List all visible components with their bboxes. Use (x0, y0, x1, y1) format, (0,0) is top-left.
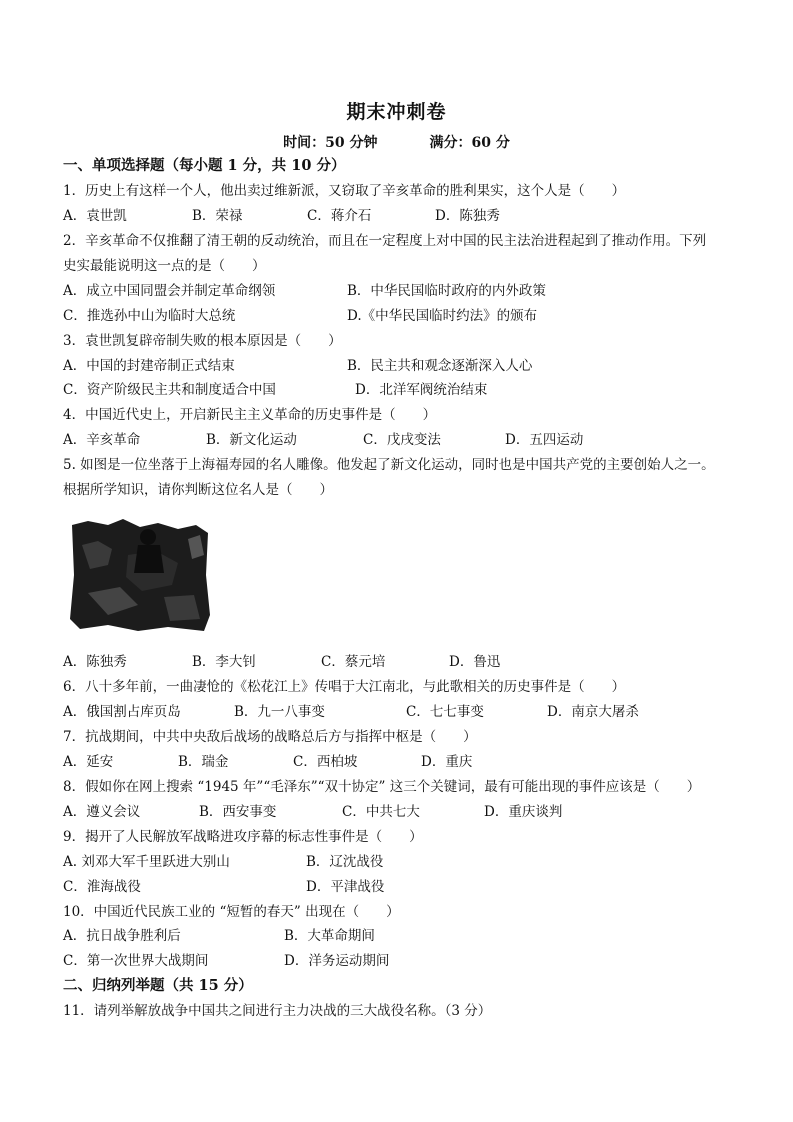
option: D．平津战役 (306, 879, 385, 895)
option: A. 刘邓大军千里跃进大别山 (63, 854, 230, 870)
option: A．俄国割占库页岛 (63, 704, 181, 720)
option: A．成立中国同盟会并制定革命纲领 (63, 283, 276, 299)
option: A．抗日战争胜利后 (63, 928, 181, 944)
option: C．推选孙中山为临时大总统 (63, 308, 236, 324)
question-stem: 5. 如图是一位坐落于上海福寿园的名人雕像。他发起了新文化运动，同时也是中国共产党的主要创始人之一。 (63, 457, 715, 473)
option: D．鲁迅 (449, 654, 501, 670)
option: D．陈独秀 (435, 208, 500, 224)
option: B．大革命期间 (284, 928, 375, 944)
question-stem: 10．中国近代民族工业的 “短暂的春天” 出现在（ ） (63, 904, 400, 920)
option: C．七七事变 (406, 704, 484, 720)
question-stem: 11．请列举解放战争中国共之间进行主力决战的三大战役名称。（3 分） (63, 1003, 492, 1019)
question-stem: 9．揭开了人民解放军战略进攻序幕的标志性事件是（ ） (63, 829, 423, 845)
option: B．西安事变 (199, 804, 277, 820)
option: A．中国的封建帝制正式结束 (63, 358, 235, 374)
section-heading-2: 二、归纳列举题（共 15 分） (63, 977, 253, 994)
option: D.《中华民国临时约法》的颁布 (347, 308, 538, 324)
question-stem: 4．中国近代史上，开启新民主主义革命的历史事件是（ ） (63, 407, 437, 423)
option: B．辽沈战役 (306, 854, 384, 870)
option: B．中华民国临时政府的内外政策 (347, 283, 546, 299)
option: C．西柏坡 (293, 754, 358, 770)
question-stem: 史实最能说明这一点的是（ ） (63, 258, 266, 274)
question-stem: 1．历史上有这样一个人，他出卖过维新派，又窃取了辛亥革命的胜利果实，这个人是（ ） (63, 183, 626, 199)
option: C．第一次世界大战期间 (63, 953, 209, 969)
option: D．南京大屠杀 (547, 704, 639, 720)
option: C．资产阶级民主共和制度适合中国 (63, 382, 276, 398)
question-stem: 6．八十多年前，一曲凄怆的《松花江上》传唱于大江南北，与此歌相关的历史事件是（ ） (63, 679, 626, 695)
exam-meta (0, 132, 793, 152)
exam-title: 期末冲刺卷 (346, 101, 447, 123)
question-stem: 根据所学知识，请你判断这位名人是（ ） (63, 482, 333, 498)
option: B．九一八事变 (234, 704, 325, 720)
option: C．淮海战役 (63, 879, 141, 895)
option: B．民主共和观念逐渐深入人心 (347, 358, 533, 374)
option: A．袁世凯 (63, 208, 127, 224)
statue-photo (68, 515, 210, 633)
option: B．新文化运动 (206, 432, 297, 448)
option: B．李大钊 (192, 654, 256, 670)
option: C．中共七大 (342, 804, 420, 820)
option: D．洋务运动期间 (284, 953, 390, 969)
question-stem: 8．假如你在网上搜索 “1945 年”“毛泽东”“双十协定” 这三个关键词，最有可能出现的事件应该是（ ） (63, 779, 701, 795)
option: A．延安 (63, 754, 114, 770)
section-heading-1: 一、单项选择题（每小题 1 分，共 10 分） (63, 157, 346, 174)
question-stem: 7．抗战期间，中共中央敌后战场的战略总后方与指挥中枢是（ ） (63, 729, 477, 745)
option: D．北洋军阀统治结束 (355, 382, 488, 398)
option: C．蔡元培 (321, 654, 386, 670)
option: B．瑞金 (178, 754, 229, 770)
question-stem: 2．辛亥革命不仅推翻了清王朝的反动统治，而且在一定程度上对中国的民主法治进程起到了推动作用。下列 (63, 233, 707, 249)
option: A．陈独秀 (63, 654, 127, 670)
option: D．重庆 (421, 754, 473, 770)
option: A．遵义会议 (63, 804, 141, 820)
option: D．重庆谈判 (484, 804, 563, 820)
question-stem: 3．袁世凯复辟帝制失败的根本原因是（ ） (63, 333, 342, 349)
option: A．辛亥革命 (63, 432, 141, 448)
option: C．戊戌变法 (363, 432, 441, 448)
option: D．五四运动 (505, 432, 584, 448)
option: B．荣禄 (192, 208, 243, 224)
option: C．蒋介石 (307, 208, 372, 224)
exam-score: 满分：60 分 (429, 135, 510, 151)
exam-time: 时间：50 分钟 (283, 135, 378, 151)
